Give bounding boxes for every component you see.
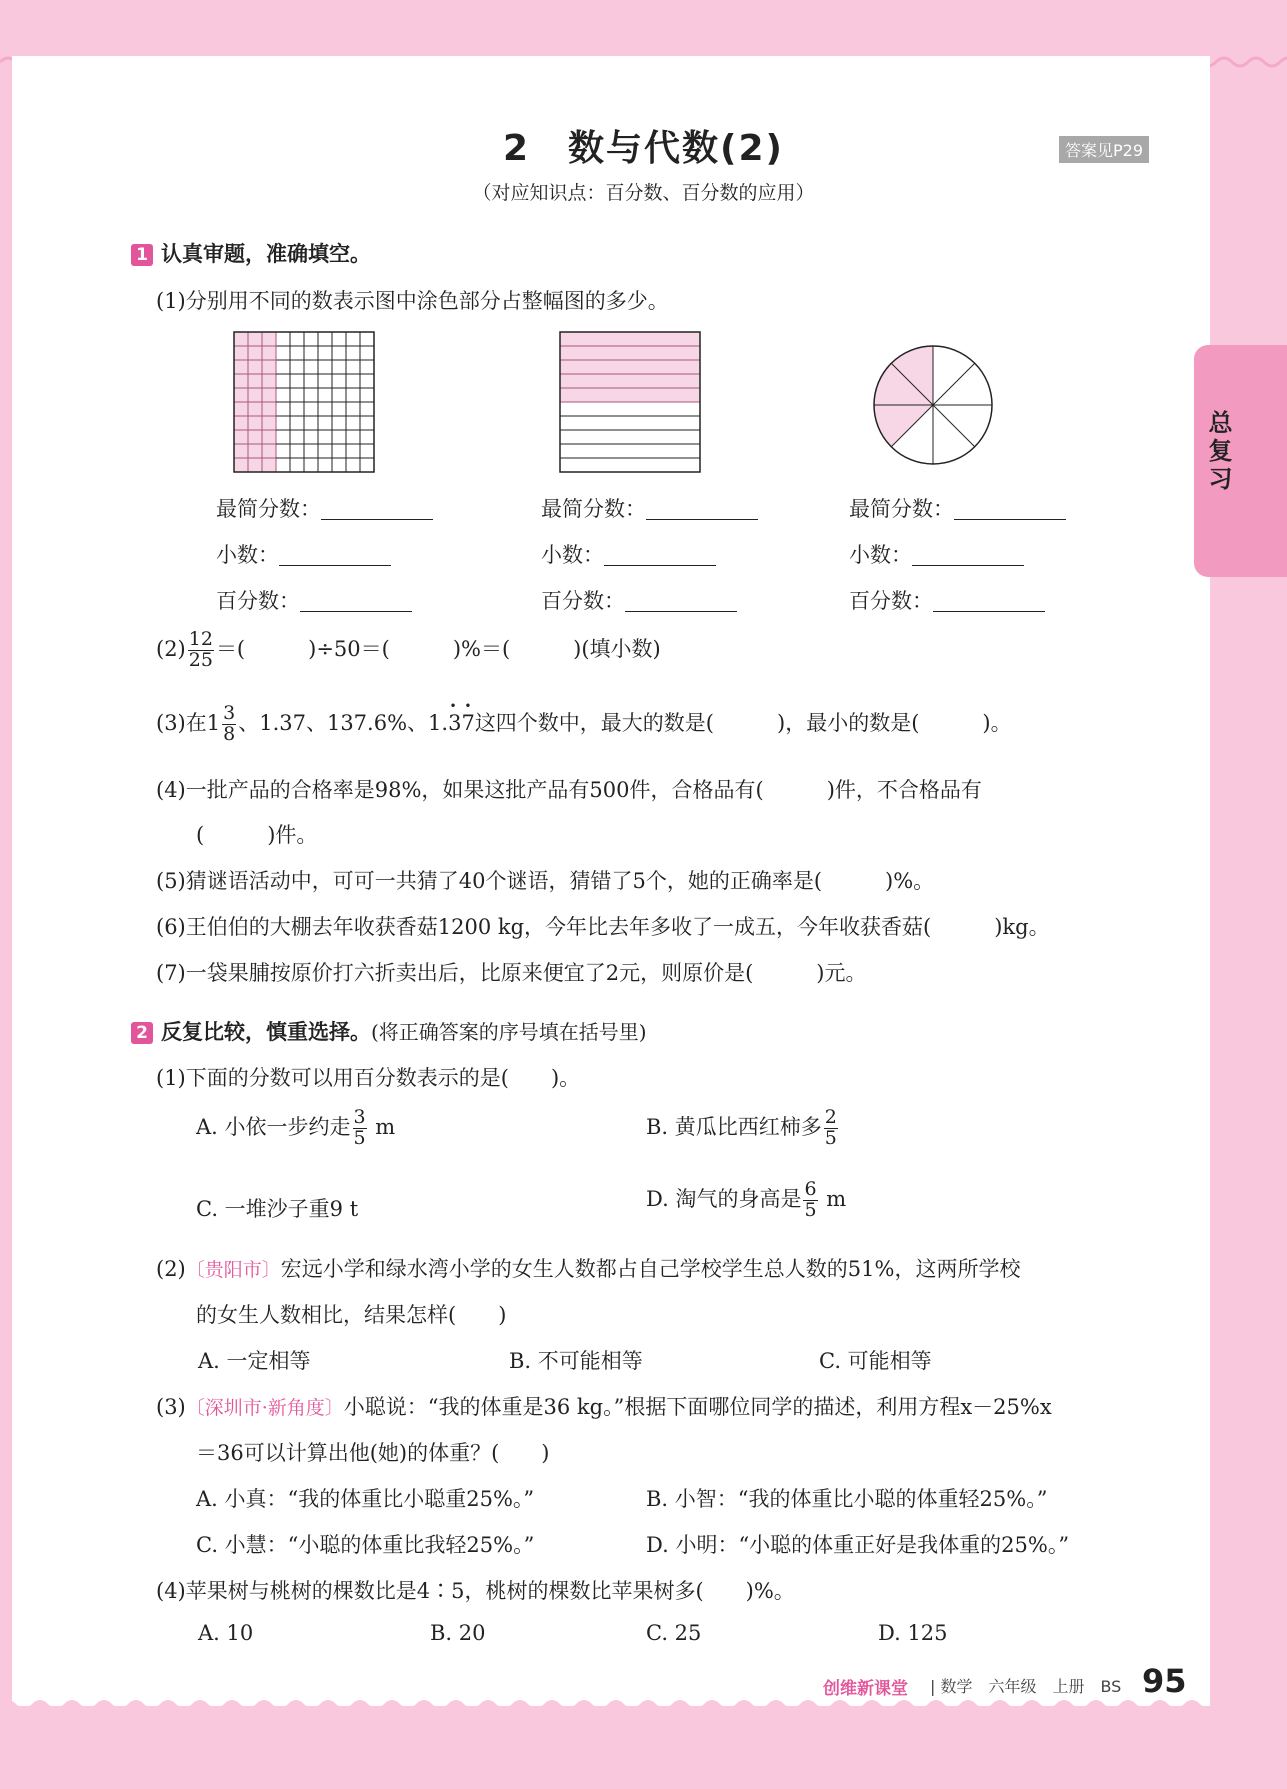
fig3-percent-label: 百分数： — [849, 589, 933, 613]
fraction-denominator: 8 — [223, 722, 236, 745]
s1-q3-rest: 这四个数中，最大的数是( )，最小的数是( )。 — [474, 710, 1012, 735]
fig2-fraction-row — [541, 493, 758, 523]
fig1-decimal-row — [216, 539, 391, 569]
s2-q2-option-a[interactable]: A. 一定相等 — [198, 1349, 311, 1373]
top-wave-fill — [0, 0, 1287, 58]
section-2-number: 2 — [131, 1022, 153, 1044]
option-a-text: A. 小依一步约走 — [196, 1114, 351, 1139]
option-d-text: D. 淘气的身高是 — [646, 1186, 802, 1211]
circle-shaded-sector — [874, 405, 933, 447]
s2-q3-option-a[interactable]: A. 小真：“我的体重比小聪重25%。” — [196, 1487, 535, 1511]
fig2-percent-blank[interactable] — [625, 589, 737, 612]
fig1-fraction-label: 最简分数： — [216, 497, 321, 521]
bottom-wave-fill — [0, 1700, 1287, 1730]
s1-q4-line2: ( )件。 — [196, 823, 318, 847]
region-tag: 〔深圳市·新角度〕 — [185, 1397, 344, 1419]
answer-reference-badge: 答案见P29 — [1059, 136, 1149, 163]
side-tab-label: 总复习 — [1204, 410, 1232, 494]
s2-q1-option-b[interactable] — [646, 1108, 840, 1149]
option-d-unit: m — [819, 1186, 847, 1211]
fraction-denominator: 5 — [824, 1126, 837, 1149]
s1-q2-fraction — [188, 630, 214, 671]
s2-q4-option-a[interactable]: A. 10 — [198, 1621, 254, 1645]
s1-q2-rest: ＝( )÷50＝( )%＝( )(填小数) — [215, 636, 661, 661]
section-2-heading — [131, 1016, 647, 1046]
fraction-denominator: 5 — [353, 1126, 366, 1149]
grid-figure — [232, 330, 376, 474]
fig2-decimal-label: 小数： — [541, 543, 604, 567]
s1-q2-prefix: (2) — [156, 636, 186, 661]
s2-q2-option-c[interactable]: C. 可能相等 — [819, 1349, 932, 1373]
section-1-number: 1 — [131, 244, 153, 266]
s1-q5: (5)猜谜语活动中，可可一共猜了40个谜语，猜错了5个，她的正确率是( )%。 — [156, 869, 935, 893]
s1-q3-fraction — [222, 704, 236, 745]
s1-q7: (7)一袋果脯按原价打六折卖出后，比原来便宜了2元，则原价是( )元。 — [156, 961, 867, 985]
region-tag: 〔贵阳市〕 — [185, 1259, 281, 1281]
s1-q2 — [156, 630, 661, 671]
s2-q4-option-c[interactable]: C. 25 — [646, 1621, 702, 1645]
circle-figure — [872, 344, 994, 466]
fig2-decimal-blank[interactable] — [604, 543, 716, 566]
fig3-decimal-label: 小数： — [849, 543, 912, 567]
s2-q1-option-d[interactable] — [646, 1180, 846, 1221]
fraction-denominator: 25 — [188, 648, 213, 671]
option-a-unit: m — [368, 1114, 396, 1139]
fig1-fraction-blank[interactable] — [321, 497, 433, 520]
fraction-numerator: 12 — [188, 628, 213, 650]
section-2-title: 反复比较，慎重选择。 — [161, 1020, 371, 1044]
lines-shaded-area — [560, 332, 700, 402]
fig1-decimal-blank[interactable] — [279, 543, 391, 566]
s2-q3-line2: ＝36可以计算出他(她)的体重？( ) — [196, 1441, 550, 1465]
s2-q3-line1 — [156, 1391, 1052, 1421]
s1-q6: (6)王伯伯的大棚去年收获香菇1200 kg，今年比去年多收了一成五，今年收获香菇( )kg。 — [156, 915, 1050, 939]
fraction-numerator: 6 — [804, 1178, 817, 1200]
fig2-fraction-blank[interactable] — [646, 497, 758, 520]
s2-q2-text: 宏远小学和绿水湾小学的女生人数都占自己学校学生总人数的51%，这两所学校 — [280, 1257, 1021, 1281]
section-1-heading — [131, 238, 371, 268]
fraction-denominator: 5 — [804, 1198, 817, 1221]
repeating-decimal — [448, 698, 475, 735]
s2-q1-option-c[interactable]: C. 一堆沙子重9 t — [196, 1197, 359, 1221]
page-title: 2 数与代数(2) — [502, 128, 784, 169]
fig2-percent-row — [541, 585, 737, 615]
fraction-numerator: 3 — [223, 702, 236, 724]
fig2-decimal-row — [541, 539, 716, 569]
fraction-numerator: 3 — [353, 1106, 366, 1128]
section-1-title: 认真审题，准确填空。 — [161, 242, 371, 266]
option-d-fraction — [803, 1180, 817, 1221]
s1-q4-line1: (4)一批产品的合格率是98%，如果这批产品有500件，合格品有( )件，不合格品有 — [156, 778, 982, 802]
fig1-percent-label: 百分数： — [216, 589, 300, 613]
fig1-decimal-label: 小数： — [216, 543, 279, 567]
fraction-numerator: 2 — [824, 1106, 837, 1128]
s2-q3-prefix: (3) — [156, 1395, 186, 1419]
fig3-decimal-blank[interactable] — [912, 543, 1024, 566]
fig3-fraction-blank[interactable] — [954, 497, 1066, 520]
s2-q3-option-d[interactable]: D. 小明：“小聪的体重正好是我体重的25%。” — [646, 1533, 1070, 1557]
s2-q1-option-a[interactable] — [196, 1108, 395, 1149]
s1-q3-prefix: (3)在1 — [156, 710, 221, 735]
fig3-fraction-label: 最简分数： — [849, 497, 954, 521]
section-2-note: (将正确答案的序号填在括号里) — [371, 1020, 647, 1044]
option-b-fraction — [824, 1108, 838, 1149]
s2-q3-text: 小聪说：“我的体重是36 kg。”根据下面哪位同学的描述，利用方程x－25%x — [343, 1395, 1052, 1419]
s2-q2-line2: 的女生人数相比，结果怎样( ) — [196, 1303, 507, 1327]
s1-q3-mid: 、1.37、137.6%、1. — [238, 710, 449, 735]
repeating-dots: • • — [449, 698, 474, 713]
s1-q1-text: (1)分别用不同的数表示图中涂色部分占整幅图的多少。 — [156, 289, 669, 313]
page-number: 95 — [1142, 1662, 1187, 1700]
option-a-fraction — [353, 1108, 367, 1149]
s2-q2-line1 — [156, 1253, 1020, 1283]
fig3-fraction-row — [849, 493, 1066, 523]
s2-q4-option-b[interactable]: B. 20 — [430, 1621, 486, 1645]
fig2-fraction-label: 最简分数： — [541, 497, 646, 521]
s2-q4-text: (4)苹果树与桃树的棵数比是4∶5，桃树的棵数比苹果树多( )%。 — [156, 1579, 795, 1603]
fig1-percent-row — [216, 585, 412, 615]
option-b-text: B. 黄瓜比西红柿多 — [646, 1114, 822, 1139]
fig1-percent-blank[interactable] — [300, 589, 412, 612]
fig3-decimal-row — [849, 539, 1024, 569]
fig2-percent-label: 百分数： — [541, 589, 625, 613]
footer-info: | 数学 六年级 上册 BS — [930, 1677, 1122, 1696]
s1-q3 — [156, 698, 1012, 745]
fig3-percent-blank[interactable] — [933, 589, 1045, 612]
s2-q2-prefix: (2) — [156, 1257, 186, 1281]
s2-q3-option-c[interactable]: C. 小慧：“小聪的体重比我轻25%。” — [196, 1533, 535, 1557]
repeating-digits: 37 — [448, 710, 475, 735]
page-subtitle: （对应知识点：百分数、百分数的应用） — [472, 182, 815, 204]
fig1-fraction-row — [216, 493, 433, 523]
s2-q4-option-d[interactable]: D. 125 — [878, 1621, 948, 1645]
s2-q3-option-b[interactable]: B. 小智：“我的体重比小聪的体重轻25%。” — [646, 1487, 1048, 1511]
lines-figure — [558, 330, 702, 474]
footer-brand: 创维新课堂 — [823, 1679, 908, 1699]
s2-q2-option-b[interactable]: B. 不可能相等 — [509, 1349, 643, 1373]
s2-q1-text: (1)下面的分数可以用百分数表示的是( )。 — [156, 1066, 581, 1090]
fig3-percent-row — [849, 585, 1045, 615]
